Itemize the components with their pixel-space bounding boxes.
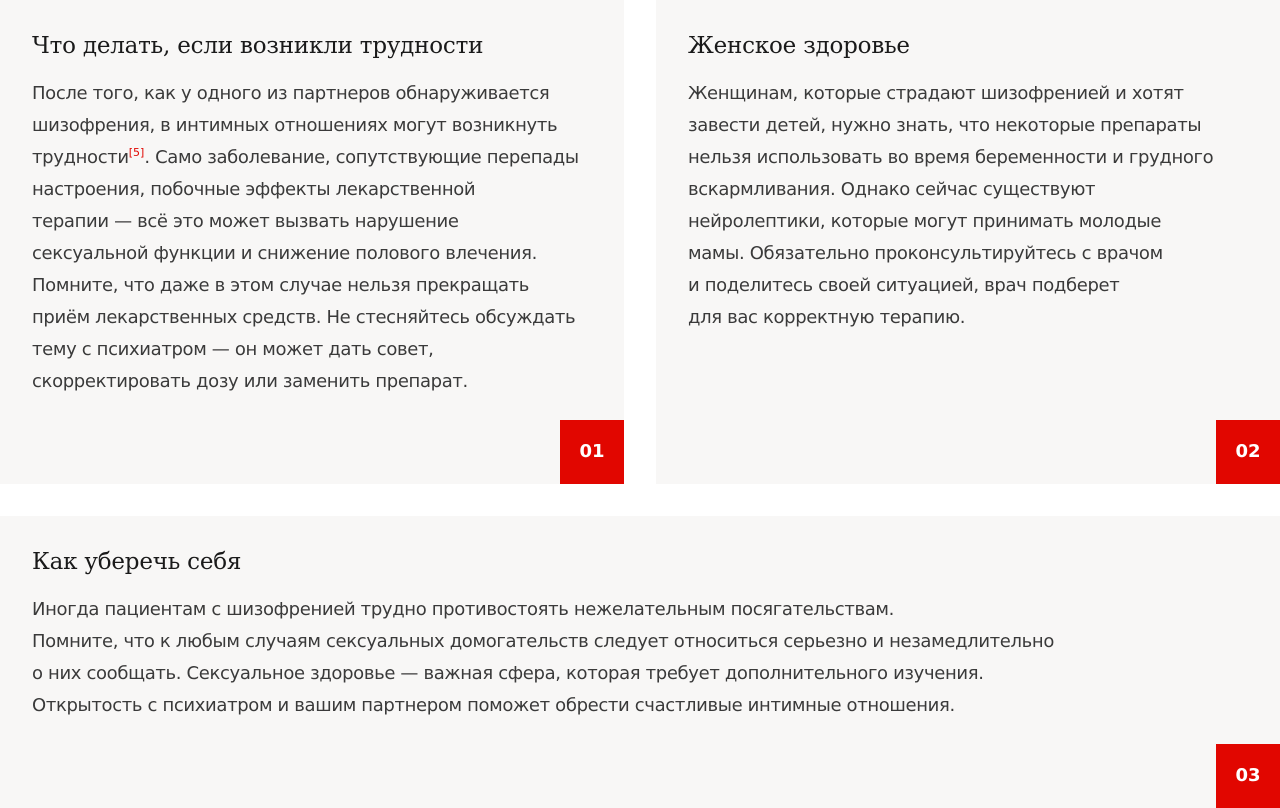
card-number-badge: 03 (1216, 744, 1280, 808)
text-line: После того, как у одного из партнеров обнаруживается (32, 83, 550, 104)
card-protect-yourself (0, 516, 1280, 808)
text-line: тему с психиатром — он может дать совет, (32, 339, 434, 360)
text-line: завести детей, нужно знать, что некоторые препараты (688, 115, 1202, 136)
card-number-badge: 01 (560, 420, 624, 484)
card-title: Женское здоровье (688, 33, 910, 59)
card-text (32, 594, 1054, 722)
text-line: нейролептики, которые могут принимать молодые (688, 211, 1162, 232)
text-line: для вас корректную терапию. (688, 307, 966, 328)
text-line: терапии — всё это может вызвать нарушение (32, 211, 459, 232)
card-title: Что делать, если возникли трудности (32, 33, 484, 59)
text-line: шизофрения, в интимных отношениях могут возникнуть (32, 115, 558, 136)
text-fragment: . Само заболевание, сопутствующие перепады (144, 147, 579, 168)
reference-link[interactable]: [5] (128, 146, 145, 159)
text-line: вскармливания. Однако сейчас существуют (688, 179, 1096, 200)
text-line: настроения, побочные эффекты лекарственной (32, 179, 476, 200)
card-number-badge: 02 (1216, 420, 1280, 484)
text-line: Женщинам, которые страдают шизофренией и хотят (688, 83, 1184, 104)
card-difficulties (0, 0, 624, 484)
card-womens-health (656, 0, 1280, 484)
text-line (32, 142, 579, 174)
card-text (32, 78, 579, 398)
card-title: Как уберечь себя (32, 549, 242, 575)
text-line: Открытость с психиатром и вашим партнером поможет обрести счастливые интимные отношения. (32, 695, 955, 716)
text-line: Иногда пациентам с шизофренией трудно противостоять нежелательным посягательствам. (32, 599, 895, 620)
text-line: приём лекарственных средств. Не стесняйтесь обсуждать (32, 307, 576, 328)
text-line: и поделитесь своей ситуацией, врач подберет (688, 275, 1120, 296)
text-line: скорректировать дозу или заменить препарат. (32, 371, 468, 392)
text-line: сексуальной функции и снижение полового влечения. (32, 243, 537, 264)
card-text (688, 78, 1213, 334)
text-line: Помните, что даже в этом случае нельзя прекращать (32, 275, 530, 296)
text-line: мамы. Обязательно проконсультируйтесь с врачом (688, 243, 1163, 264)
text-line: нельзя использовать во время беременности и грудного (688, 147, 1214, 168)
text-fragment: трудности (32, 147, 129, 168)
text-line: Помните, что к любым случаям сексуальных домогательств следует относиться серьезно и незамедлительно (32, 631, 1055, 652)
text-line: о них сообщать. Сексуальное здоровье — важная сфера, которая требует дополнительного изучения. (32, 663, 984, 684)
